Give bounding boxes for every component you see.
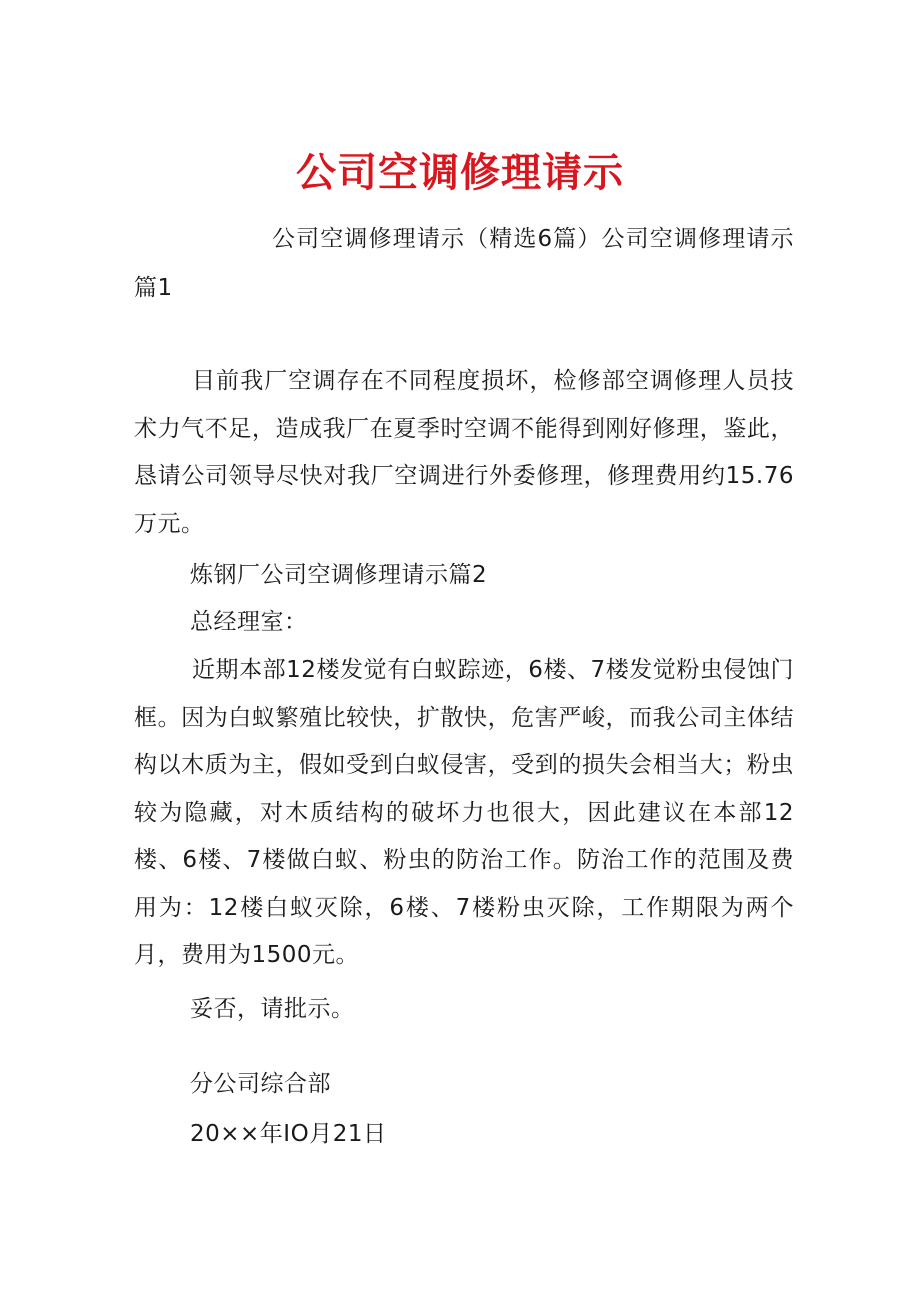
salutation: 总经理室： (190, 609, 308, 635)
document-date: 20××年IO月21日 (190, 1121, 387, 1147)
closing-remark: 妥否，请批示。 (190, 996, 355, 1022)
document-subtitle: 公司空调修理请示（精选6篇）公司空调修理请示篇1 (134, 226, 794, 301)
section-heading-2: 炼钢厂公司空调修理请示篇2 (190, 562, 488, 588)
paragraph-termite: 近期本部12楼发觉有白蚁踪迹，6楼、7楼发觉粉虫侵蚀门框。因为白蚁繁殖比较快，扩散快，危害严峻，而我公司主体结构以木质为主，假如受到白蚁侵害，受到的损失会相当大；粉虫较为隐藏，对木质结构的破坏力也很大，因此建议在本部12楼、6楼、7楼做白蚁、粉虫的防治工作。防治工作的范围及费用为：12楼白蚁灭除，6楼、7楼粉虫灭除，工作期限为两个月，费用为1500元。 (134, 657, 794, 968)
document-title: 公司空调修理请示 (296, 149, 624, 196)
paragraph-air-conditioner: 目前我厂空调存在不同程度损坏，检修部空调修理人员技术力气不足，造成我厂在夏季时空调不能得到刚好修理，鉴此，恳请公司领导尽快对我厂空调进行外委修理，修理费用约15.76万元。 (134, 368, 794, 537)
signer: 分公司综合部 (190, 1071, 331, 1097)
